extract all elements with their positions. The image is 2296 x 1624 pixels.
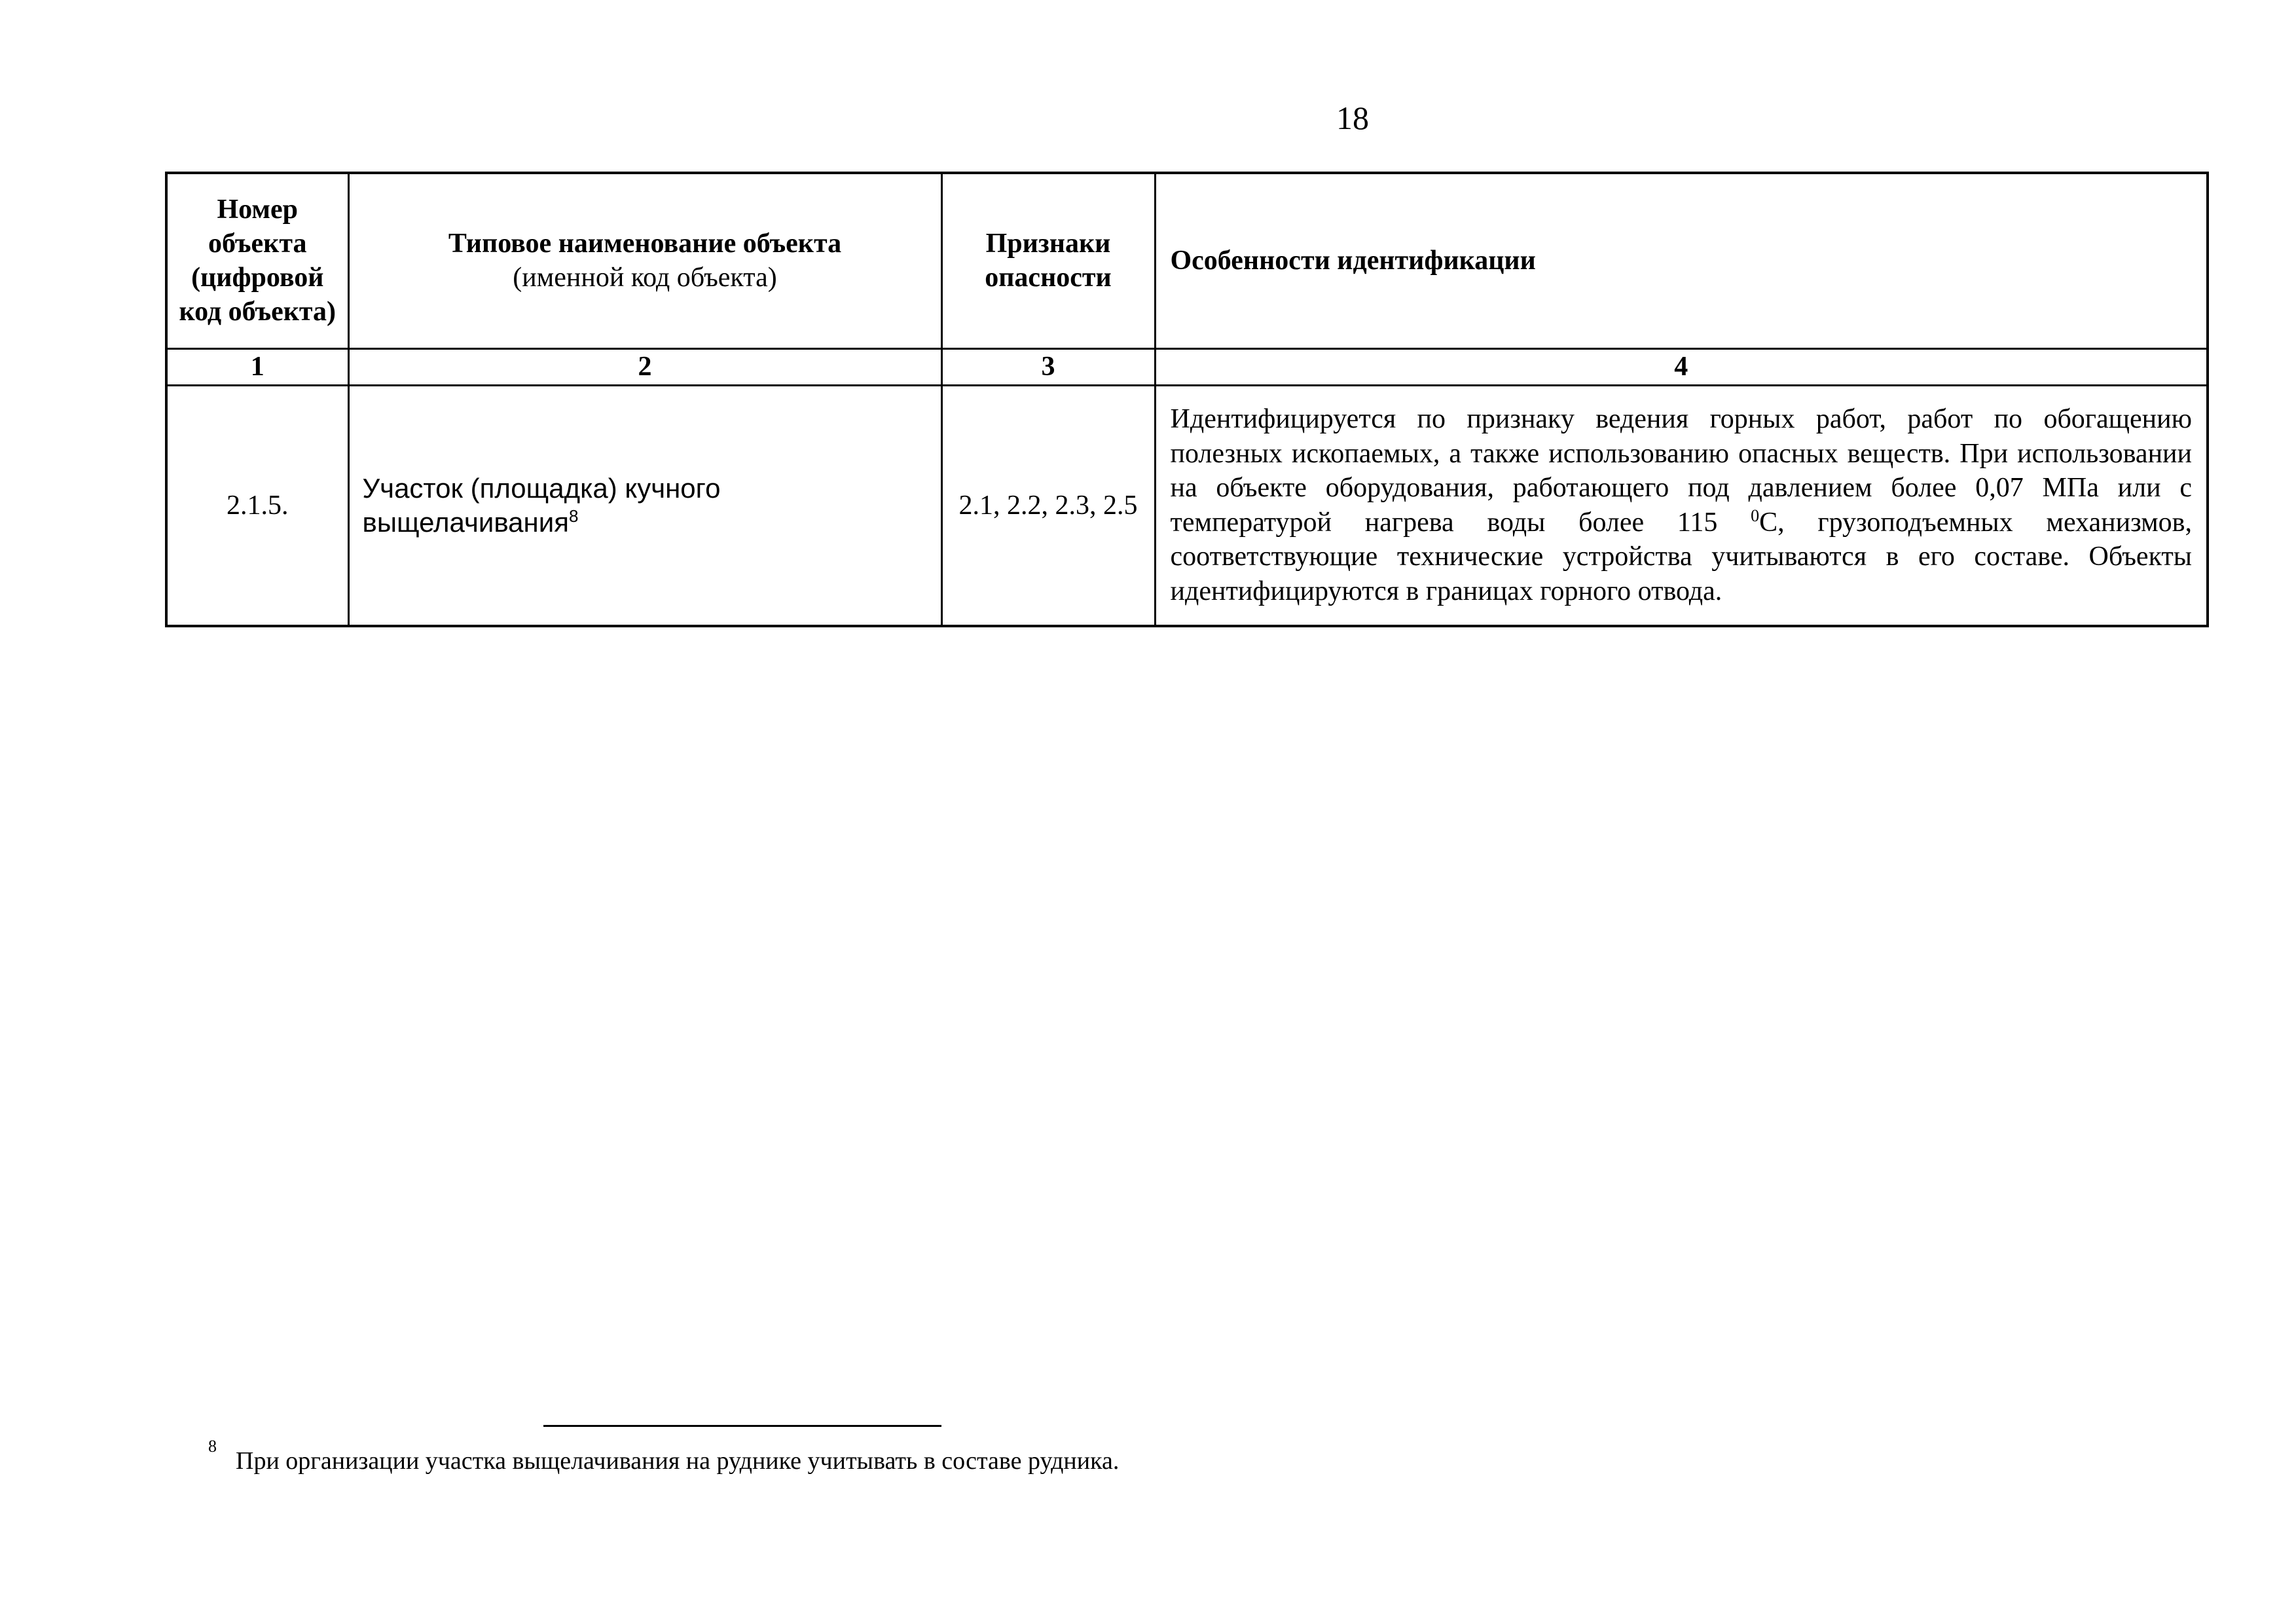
object-name-cell — [348, 385, 941, 626]
column-number-4: 4 — [1155, 348, 2208, 385]
hazard-signs-cell: 2.1, 2.2, 2.3, 2.5 — [941, 385, 1155, 626]
table-row — [166, 385, 2208, 626]
identification-table — [165, 172, 2209, 627]
column-number-2: 2 — [348, 348, 941, 385]
column-numbers-row — [166, 348, 2208, 385]
temperature-degree-sup: 0 — [1751, 506, 1760, 525]
footnote-text: При организации участка выщелачивания на руднике учитывать в составе рудника. — [236, 1447, 1120, 1475]
page-number: 18 — [1336, 100, 1369, 136]
column-number-1: 1 — [166, 348, 348, 385]
column-number-3: 3 — [941, 348, 1155, 385]
object-number-cell: 2.1.5. — [166, 385, 348, 626]
header-object-name-title: Типовое наименование объекта — [448, 229, 842, 259]
identification-text-end: С, грузоподъемных механизмов, соответствующие технические устройства учитываются в его составе. Объекты идентифицируются в границах горного отвода. — [1170, 507, 2192, 606]
footnote-mark: 8 — [208, 1437, 217, 1456]
footnote — [208, 1437, 1120, 1477]
footnote-reference: 8 — [568, 506, 579, 526]
identification-text: Идентифицируется по признаку ведения горных работ, работ по обогащению полезных ископаемых, а также использованию опасных веществ. При использовании на объекте оборудования, работающего под давлением более 0,07 МПа или с температурой нагрева воды более 115 — [1170, 404, 2192, 538]
header-hazard-signs: Признаки опасности — [941, 173, 1155, 348]
header-object-name — [348, 173, 941, 348]
header-object-name-subtitle: (именной код объекта) — [513, 263, 777, 293]
identification-cell — [1155, 385, 2208, 626]
table-header-row — [166, 173, 2208, 348]
header-object-number: Номер объекта (цифровой код объекта) — [166, 173, 348, 348]
object-name-text: Участок (площадка) кучного выщелачивания — [362, 472, 721, 538]
header-identification-features: Особенности идентификации — [1155, 173, 2208, 348]
footnote-separator — [543, 1425, 941, 1427]
